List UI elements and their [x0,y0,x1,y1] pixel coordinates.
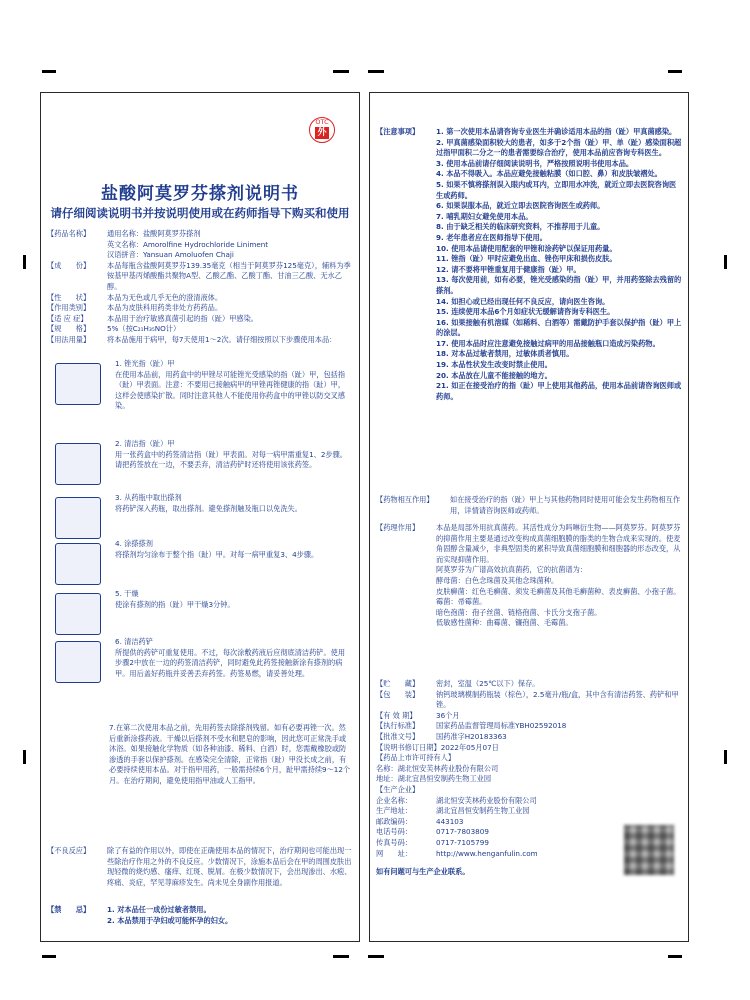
precaution-item: 2. 甲真菌感染面积较大的患者，如多于2个指（趾）甲、单（趾）感染面积超过指甲面积二分之一的患者需要综合治疗，使用本品前应咨询专科医生。 [436,137,682,158]
contraindication-label: 【禁 忌】 [47,905,91,914]
swab-icon [55,443,101,485]
indication-label: 【适 应 症】 [47,313,88,323]
leaflet-right-panel [369,92,689,942]
precautions-list [436,127,682,402]
spectrum-item: 皮肤癣菌：红色毛癣菌、须发毛癣菌及其他毛癣菌种、表皮癣菌、小孢子菌。 [436,586,681,596]
description-text: 本品为无色或几乎无色的澄清液体。 [107,292,223,302]
manufacturer-value: 湖北恒安芙林药业股份有限公司 [436,795,537,805]
info-value: 国药准字H20183363 [436,731,507,741]
manufacturer-key: 邮政编码： [376,816,412,826]
manufacturer-value: 0717-7105799 [436,837,489,847]
manufacturer-value: 湖北宜昌恒安制药生物工业园 [436,806,530,816]
manufacturer-key: 网 址： [376,848,412,858]
generic-name: 通用名称：盐酸阿莫罗芬搽剂 [107,229,201,238]
manufacturer-key: 传真号码： [376,837,412,847]
crop-mark [668,70,682,73]
precautions-label: 【注意事项】 [376,127,420,136]
precaution-item: 15. 连续使用本品6个月如症状无缓解请咨询专科医生。 [436,307,615,317]
usage-label: 【用法用量】 [47,334,91,344]
info-label: 【说明书修订日期】 [376,742,441,752]
page-subtitle: 请仔细阅读说明书并按说明使用或在药师指导下购买和使用 [50,206,350,220]
bottle-icon [55,497,101,539]
pharmacology-label: 【药理作用】 [376,523,420,532]
info-value: 密封，室温（25℃以下）保存。 [436,679,540,688]
manufacturer-key: 电话号码： [376,827,412,837]
dry-icon [55,593,101,635]
step-item [47,539,353,587]
step-title: 3. 从药瓶中取出搽剂 [115,493,182,502]
info-label: 【药品上市许可持有人】 [376,753,456,763]
basic-info-section [47,229,353,346]
crop-mark [724,255,727,269]
website-link[interactable]: http://www.henganfulin.com [436,848,538,858]
contact-footer: 如有问题可与生产企业联系。 [376,867,470,876]
precaution-item: 13. 每次使用前，如有必要，锉光受感染的指（趾）甲，并用药签除去残留的搽剂。 [436,275,682,295]
interaction-label: 【药物相互作用】 [376,495,434,504]
pinyin-name: 汉语拼音：Yansuan Amoluofen Chaji [107,250,234,260]
step-item [47,359,353,437]
composition-label: 【成 份】 [47,260,91,270]
crop-mark [42,955,56,958]
precaution-item: 14. 如担心或已经出现任何不良反应，请向医生咨询。 [436,296,610,306]
step-text: 用一张药盒中的药签清洁指（趾）甲表面。对每一病甲需重复1、2步骤。请把药签放在一边，不要丢弃，清洁药铲时还将使用该张药签。 [115,449,347,470]
manufacturer-key: 企业名称： [376,795,412,805]
precaution-item: 1. 第一次使用本品请咨询专业医生并确诊适用本品的指（趾）甲真菌感染。 [436,127,677,136]
step-item [47,637,353,707]
nail-file-icon [55,363,101,405]
precaution-item: 12. 请不要将甲锉重复用于健康指（趾）甲。 [436,264,581,274]
spectrum-item: 酵母菌：白色念珠菌及其他念珠菌种。 [436,575,559,585]
precaution-item: 19. 本品性状发生改变时禁止使用。 [436,360,552,370]
crop-mark [42,70,56,73]
info-label: 【贮 藏】 [376,679,420,688]
manufacturer-label: 【生产企业】 [376,784,420,794]
step-title: 4. 涂搽搽剂 [115,539,153,548]
precaution-item: 17. 使用本品时应注意避免接触过病甲的用品接触瓶口造成污染药物。 [436,338,660,348]
drug-name-label: 【药品名称】 [47,229,91,238]
step-text: 将搽剂均匀涂布于整个指（趾）甲。对每一病甲重复3、4步骤。 [115,549,319,559]
crop-mark [23,750,26,764]
clean-spatula-icon [55,641,101,683]
crop-mark [368,70,384,73]
precaution-item: 4. 本品不得吸入。本品应避免接触粘膜（如口腔、鼻）和皮肤皱褶处。 [436,169,662,179]
adverse-text: 除了有益的作用以外，即使在正确使用本品的情况下，治疗期间也可能出现一些除治疗作用之外的不良反应。少数情况下，涂施本品后会在甲的周围皮肤出现轻微的烧灼感、瘙痒、红斑、脱屑。在极少数情况下，会出现渗出、水疱、疼痛、炎症，罕见荨麻疹发生。尚未见全身副作用报道。 [107,846,352,887]
adverse-label: 【不良反应】 [47,846,91,855]
external-use-mark: 外 [315,127,329,139]
crop-mark [668,955,682,958]
crop-mark [724,750,727,764]
composition-text: 本品每瓶含盐酸阿莫罗芬139.35毫克（相当于阿莫罗芬125毫克），辅料为季铵基甲基丙烯酸酯共聚物A型、乙酸乙酯、乙酸丁酯、甘油三乙酸、无水乙醇。 [107,260,351,291]
mah-name: 名称：湖北恒安芙林药业股份有限公司 [376,763,499,773]
category-text: 本品为皮肤科用药类非处方药药品。 [107,303,223,313]
pharmacology-text: 本品是局部外用抗真菌药。其活性成分为吗啉衍生物——阿莫罗芬。阿莫罗芬的抑菌作用主要是通过改变构成真菌细胞膜的脂类的生物合成来实现的。使麦角固醇含量减少，非典型固类的累积导致真菌细胞膜和细胞器的形态改变，从而实现抑菌作用。 [436,523,681,564]
precaution-item: 16. 如果接触有机溶媒（如稀料、白酒等）需戴防护手套以保护指（趾）甲上的涂层。 [436,317,682,338]
interaction-text: 如在接受治疗的指（趾）甲上与其他药物同时使用可能会发生药物相互作用，详情请咨询医师或药师。 [450,495,681,515]
step-text: 在使用本品前，用药盒中的甲锉尽可能锉光受感染的指（趾）甲，包括指（趾）甲表面。注意：不要用已接触病甲的甲锉再锉健康的指（趾）甲，这样会使感染扩散。同时注意其他人不能使用你药盒中的甲锉以防交叉感染。 [115,369,346,411]
precaution-item: 11. 锉指（趾）甲时应避免出血、锉伤甲床和损伤皮肤。 [436,254,617,264]
precaution-item: 3. 使用本品前请仔细阅读说明书，严格按照说明书使用本品。 [436,158,634,168]
manufacturer-value: 0717-7803809 [436,827,489,837]
info-value [486,753,682,764]
spectrum-item: 低敏感性菌种：曲霉菌、镰孢菌、毛霉菌。 [436,618,573,628]
step-text: 所提供的药铲可重复使用。不过，每次涂敷药液后应彻底清洁药铲。使用步骤2中放在一边的药签清洁药铲，同时避免此药签接触新涂有搽剂的病甲。用后盖好药瓶并妥善丢弃药签。药签易燃，请妥善处理。 [115,647,346,678]
step-item [47,439,353,489]
crop-mark [23,255,26,269]
info-label: 【执行标准】 [376,721,420,731]
spectrum-intro: 阿莫罗芬为广谱高效抗真菌药，它的抗菌谱为： [436,565,587,575]
step-title: 2. 清洁指（趾）甲 [115,439,175,448]
precaution-item: 9. 老年患者应在医师指导下使用。 [436,232,547,242]
precaution-item: 7. 哺乳期妇女避免使用本品。 [436,211,533,221]
mah-address: 地址：湖北宜昌恒安制药生物工业园 [376,774,492,784]
spec-label: 【规 格】 [47,324,91,334]
crop-mark [368,955,384,958]
otc-badge [309,117,335,143]
precaution-item: 8. 由于缺乏相关的临床研究资料，不推荐用于儿童。 [436,222,605,232]
step-title: 1. 锉光指（趾）甲 [115,359,175,368]
crop-mark [333,955,349,958]
manufacturer-value: 443103 [436,816,464,826]
step-text: 将药铲深入药瓶，取出搽剂。避免搽剂触及瓶口以免洗失。 [115,503,302,513]
crop-mark [333,70,349,73]
spectrum-item: 霉菌：帚霉菌。 [436,597,487,607]
adverse-section [47,846,353,888]
spectrum-item: 暗色孢菌：孢子丝菌、链格孢菌、卡氏分支孢子菌。 [436,607,602,617]
step-text: 使涂有搽剂的指（趾）甲干燥3分钟。 [115,599,235,609]
info-label: 【批准文号】 [376,731,420,741]
info-value: 国家药品监督管理局标准YBH02592018 [436,721,567,731]
usage-steps [47,359,353,678]
step-item [47,589,353,635]
contraindication-item: 1. 对本品任一成份过敏者禁用。 [107,905,211,914]
step-title: 5. 干燥 [115,589,139,598]
usage-text: 将本品施用于病甲，每7天使用1～2次。请仔细按照以下步骤使用本品： [107,334,337,344]
leaflet-left-panel [40,92,360,942]
english-name: 英文名称：Amorolfine Hydrochloride Liniment [107,239,269,249]
spec-text: 5%（按C₂₁H₃₅NO计） [107,324,181,334]
precaution-item: 21. 如正在接受治疗的指（趾）甲上使用其他药品，使用本品前请咨询医师或药师。 [436,381,682,401]
contraindication-section [47,905,353,926]
info-value: 钠钙玻璃模制药瓶装（棕色），2.5毫升/瓶/盒，其中含有清洁药签、药铲和甲锉。 [436,689,679,710]
step-7-text: 7.在第二次使用本品之前，先用药签去除搽剂残留。如有必要再锉一次。然后重新涂搽药液。干燥以后搽剂不受水和肥皂的影响，因此您可正常洗手或沐浴。如果接触化学物质（如各种油漆、稀料、白酒）时，您需戴橡胶或防渗透的手套以保护搽剂。在感染完全清除，正常指（趾）甲没长成之前，有必要持续使用本品。对于指甲用药，一般需持续6个月，趾甲需持续9～12个月。在治疗期间，避免使用指甲油或人工指甲。 [109,723,351,785]
indication-text: 本品用于治疗敏感真菌引起的指（趾）甲感染。 [107,313,258,323]
precaution-item: 10. 使用本品请使用配套的甲锉和涂药铲以保证用药量。 [436,243,617,253]
precaution-item: 6. 如果误服本品，就近立即去医院咨询医生或药师。 [436,201,605,211]
precaution-item: 5. 如果不慎将搽剂误入眼内或耳内，立即用水冲洗，就近立即去医院咨询医生或药师。 [436,179,677,200]
info-label: 【包 装】 [376,689,420,699]
manufacturer-key: 生产地址： [376,806,412,816]
otc-label: OTC [315,118,329,126]
precautions-section [376,127,682,402]
info-label: 【有 效 期】 [376,710,417,720]
precaution-item: 18. 对本品过敏者禁用，过敏体质者慎用。 [436,349,574,359]
step-item [47,493,353,537]
precaution-item: 20. 本品放在儿童不能接触的地方。 [436,370,552,380]
pharmacology-section [376,523,682,629]
apply-icon [55,543,101,585]
step-title: 6. 清洁药铲 [115,637,153,646]
info-value: 2022年05月07日 [440,742,499,752]
page-title: 盐酸阿莫罗芬搽剂说明书 [101,184,299,204]
interaction-section [376,495,682,516]
contraindication-item: 2. 本品禁用于孕妇或可能怀孕的妇女。 [107,915,233,925]
description-label: 【性 状】 [47,292,91,302]
category-label: 【作用类别】 [47,303,91,313]
info-value: 36个月 [436,710,460,720]
